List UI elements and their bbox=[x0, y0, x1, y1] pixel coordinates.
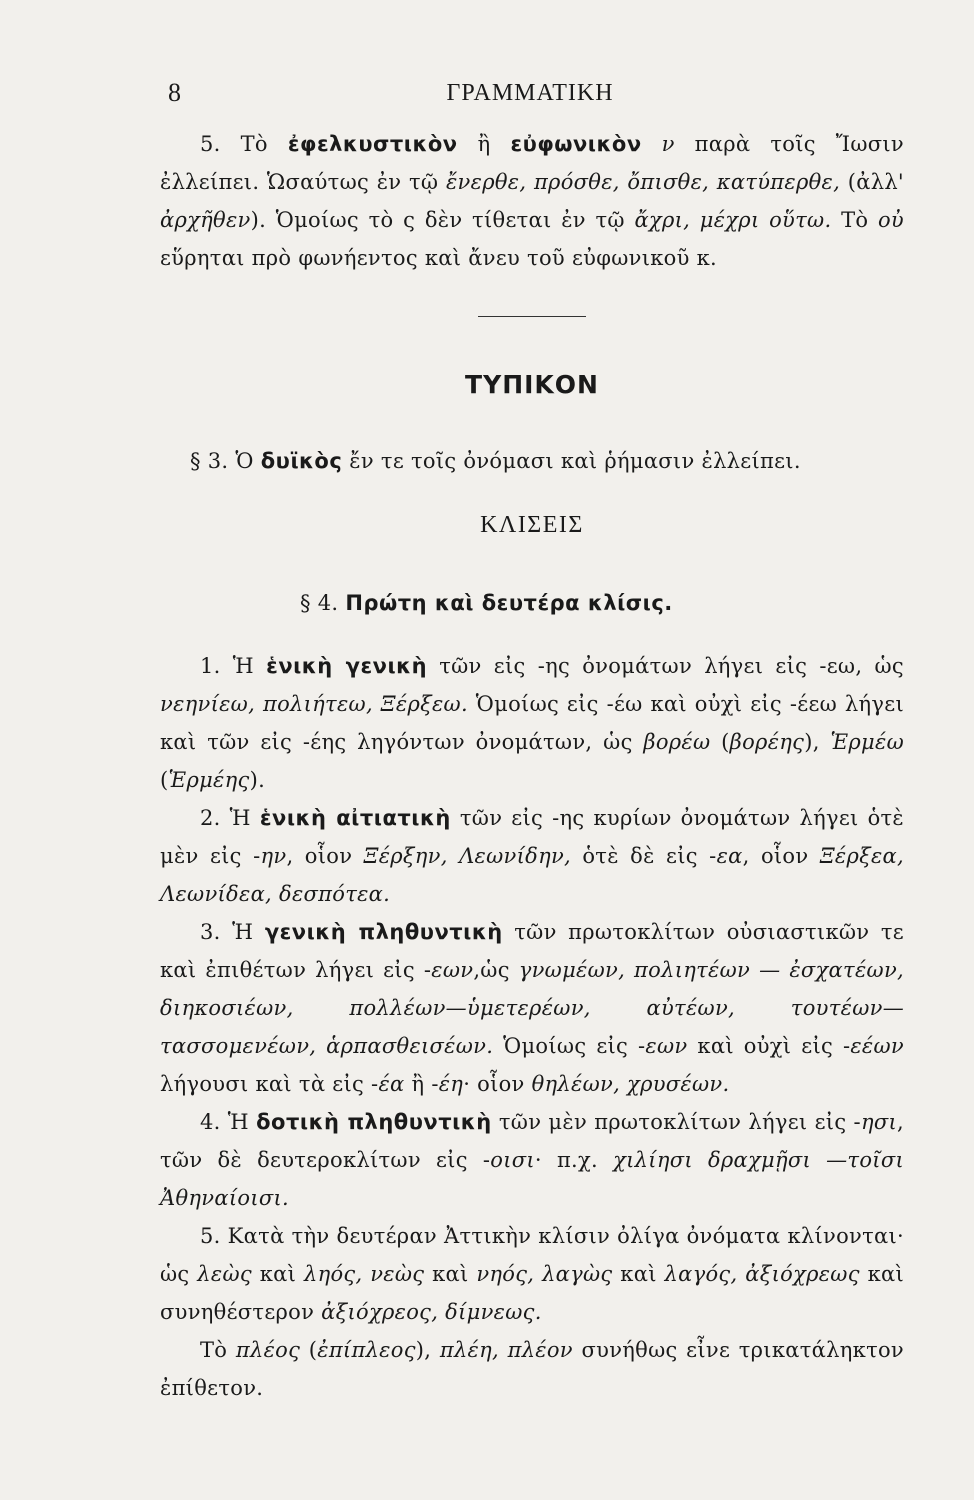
text-run: καὶ bbox=[251, 1262, 304, 1286]
bold-term: ἑνικὴ αἰτιατικὴ bbox=[259, 806, 451, 830]
text-run: , οἷον bbox=[286, 844, 364, 868]
text-run: 2. Ἡ bbox=[200, 806, 260, 830]
italic-term: έα bbox=[378, 1072, 405, 1096]
text-run: Τὸ bbox=[831, 208, 878, 232]
italic-term: γνωμέων, πολιητέων — ἐσχατέων, διηκοσιέων, πολλέων—ὑμετερέων, αὐτέων, τουτέων—τασσομενέων, ἁρπασθεισέων. bbox=[160, 958, 904, 1058]
italic-term: βορέης bbox=[729, 730, 805, 754]
text-run: ( bbox=[300, 1338, 318, 1362]
item-number: 5. bbox=[200, 132, 241, 156]
italic-term: λαγός, ἀξιόχρεως bbox=[664, 1262, 860, 1286]
italic-term: θηλέων, χρυσέων. bbox=[531, 1072, 730, 1096]
text-run: εὕρηται πρὸ φωνήεντος καὶ ἄνευ τοῦ εὐφωνικοῦ κ. bbox=[160, 246, 718, 270]
italic-term: ἄχρι, μέχρι οὕτω. bbox=[634, 208, 832, 232]
text-run: τῶν πρωτοκλίτων οὐσιαστικῶν τε καὶ ἐπιθέτων λήγει εἰς - bbox=[160, 920, 904, 982]
italic-term: οὐ bbox=[877, 208, 904, 232]
italic-term: οισι bbox=[490, 1148, 535, 1172]
text-run: τῶν μὲν πρωτοκλίτων λήγει εἰς - bbox=[491, 1110, 861, 1134]
text-run: ), bbox=[804, 730, 831, 754]
italic-term: νεηνίεω, πολιήτεω, Ξέρξεω. bbox=[160, 692, 468, 716]
item-5 bbox=[160, 1217, 904, 1331]
text-run: ἔν τε τοῖς ὀνόμασι καὶ ῥήμασιν ἐλλείπει. bbox=[342, 449, 801, 473]
bold-term: ἐφελκυστικὸν bbox=[287, 132, 458, 156]
text-run: καὶ οὐχὶ εἰς - bbox=[687, 1034, 851, 1058]
text-run: 1. Ἡ bbox=[200, 654, 267, 678]
italic-term: λεὼς bbox=[197, 1262, 252, 1286]
text-run: (ἀλλ' bbox=[840, 170, 904, 194]
section-number: § 4. bbox=[300, 591, 346, 615]
item-6 bbox=[160, 1331, 904, 1407]
italic-term: ἀρχῆθεν bbox=[160, 208, 251, 232]
text-run: λήγουσι καὶ τὰ εἰς - bbox=[160, 1072, 379, 1096]
italic-term: Ἑρμέης bbox=[168, 768, 250, 792]
text-run: τῶν εἰς -ης ὀνομάτων λήγει εἰς -εω, ὡς bbox=[427, 654, 904, 678]
typikon-text bbox=[160, 442, 904, 480]
intro-paragraph bbox=[160, 125, 904, 277]
text-run: καὶ συνηθέστερον bbox=[160, 1262, 905, 1324]
italic-term: έη bbox=[438, 1072, 464, 1096]
italic-term: Ξέρξην, Λεωνίδην, bbox=[363, 844, 571, 868]
italic-term: ν bbox=[661, 132, 675, 156]
running-title: ΓΡΑΜΜΑΤΙΚΗ bbox=[446, 80, 614, 106]
italic-term: Ἑρμέω bbox=[830, 730, 904, 754]
italic-term: ληός, νεὼς bbox=[303, 1262, 425, 1286]
item-4 bbox=[160, 1103, 904, 1217]
italic-term: βορέω bbox=[643, 730, 711, 754]
text-run: ( bbox=[160, 768, 169, 792]
italic-term: ην bbox=[260, 844, 287, 868]
text-run: τῶν εἰς -ης κυρίων ὀνομάτων λήγει ὁτὲ μὲν εἰς - bbox=[160, 806, 904, 868]
text-run: ), bbox=[415, 1338, 440, 1362]
italic-term: πλέος bbox=[235, 1338, 301, 1362]
text-run: παρὰ τοῖς Ἴωσιν ἐλλείπει. Ὡσαύτως ἐν τῷ bbox=[160, 132, 904, 194]
text-run: 5. Κατὰ τὴν δευτέραν Ἀττικὴν κλίσιν ὀλίγα ὀνόματα κλίνονται· ὡς bbox=[160, 1224, 904, 1286]
item-1 bbox=[160, 647, 904, 799]
text-run: 3. Ἡ bbox=[200, 920, 265, 944]
text-run: , οἷον bbox=[742, 844, 820, 868]
section-divider bbox=[478, 316, 586, 317]
text-run: Ὁμοίως εἰς - bbox=[493, 1034, 646, 1058]
text-run bbox=[642, 132, 662, 156]
text-run: · π.χ. bbox=[534, 1148, 614, 1172]
kliseis-subheading bbox=[160, 584, 904, 622]
intro-text bbox=[160, 125, 904, 277]
text-run: ἢ bbox=[457, 132, 511, 156]
italic-term: πλέη, πλέον bbox=[439, 1338, 573, 1362]
text-run: συνήθως εἶνε τρικατάληκτον ἐπίθετον. bbox=[160, 1338, 904, 1400]
bold-term: δυϊκὸς bbox=[260, 449, 343, 473]
text-run: · οἷον bbox=[463, 1072, 532, 1096]
bold-term: γενικὴ πληθυντικὴ bbox=[264, 920, 503, 944]
section-heading-kliseis: ΚΛΙΣΕΙΣ bbox=[480, 512, 584, 538]
kliseis-subheading-text bbox=[160, 584, 904, 622]
page-number: 8 bbox=[168, 78, 181, 107]
italic-term: εα bbox=[716, 844, 743, 868]
section-heading-typikon: ΤΥΠΙΚΟΝ bbox=[465, 370, 599, 399]
text-run: 4. Ἡ bbox=[200, 1110, 257, 1134]
text-run: ,ὡς bbox=[473, 958, 519, 982]
italic-term: νηός, λαγὼς bbox=[476, 1262, 613, 1286]
text-run: καὶ bbox=[612, 1262, 665, 1286]
text-run: ὁτὲ δὲ εἰς - bbox=[571, 844, 717, 868]
page-header bbox=[160, 78, 900, 118]
text-run: ). Ὁμοίως τὸ ς δὲν τίθεται ἐν τῷ bbox=[250, 208, 635, 232]
items-block bbox=[160, 647, 904, 1407]
italic-term: Ξέρξεα, Λεωνίδεα, δεσπότεα. bbox=[160, 844, 904, 906]
item-2 bbox=[160, 799, 904, 913]
bold-term: εὐφωνικὸν bbox=[510, 132, 642, 156]
italic-term: εέων bbox=[850, 1034, 904, 1058]
italic-term: χιλίησι δραχμῇσι —τοῖσι Ἀθηναίοισι. bbox=[160, 1148, 904, 1210]
text-run: καὶ bbox=[424, 1262, 477, 1286]
italic-term: ἔνερθε, πρόσθε, ὄπισθε, κατύπερθε, bbox=[445, 170, 841, 194]
item-3 bbox=[160, 913, 904, 1103]
italic-term: ἐπίπλεος bbox=[317, 1338, 416, 1362]
text-run: Ὁμοίως εἰς -έω καὶ οὐχὶ εἰς -έεω λήγει καὶ τῶν εἰς -έης ληγόντων ὀνομάτων, ὡς bbox=[160, 692, 904, 754]
text-run: , τῶν δὲ δευτεροκλίτων εἰς - bbox=[160, 1110, 904, 1172]
bold-term: ἑνικὴ γενικὴ bbox=[266, 654, 428, 678]
text-run: ( bbox=[710, 730, 730, 754]
italic-term: εων bbox=[431, 958, 474, 982]
text-run: Τὸ bbox=[200, 1338, 236, 1362]
italic-term: ἀξιόχρεος, δίμνεως. bbox=[321, 1300, 542, 1324]
text-run: ). bbox=[249, 768, 266, 792]
italic-term: εων bbox=[645, 1034, 688, 1058]
italic-term: ησι bbox=[860, 1110, 898, 1134]
text-run: ἢ - bbox=[404, 1072, 439, 1096]
section-number: § 3. Ὁ bbox=[190, 449, 261, 473]
text-run: Τὸ bbox=[240, 132, 288, 156]
bold-term: δοτικὴ πληθυντικὴ bbox=[256, 1110, 492, 1134]
bold-term: Πρώτη καὶ δευτέρα κλίσις. bbox=[345, 591, 673, 615]
typikon-paragraph bbox=[160, 442, 904, 480]
